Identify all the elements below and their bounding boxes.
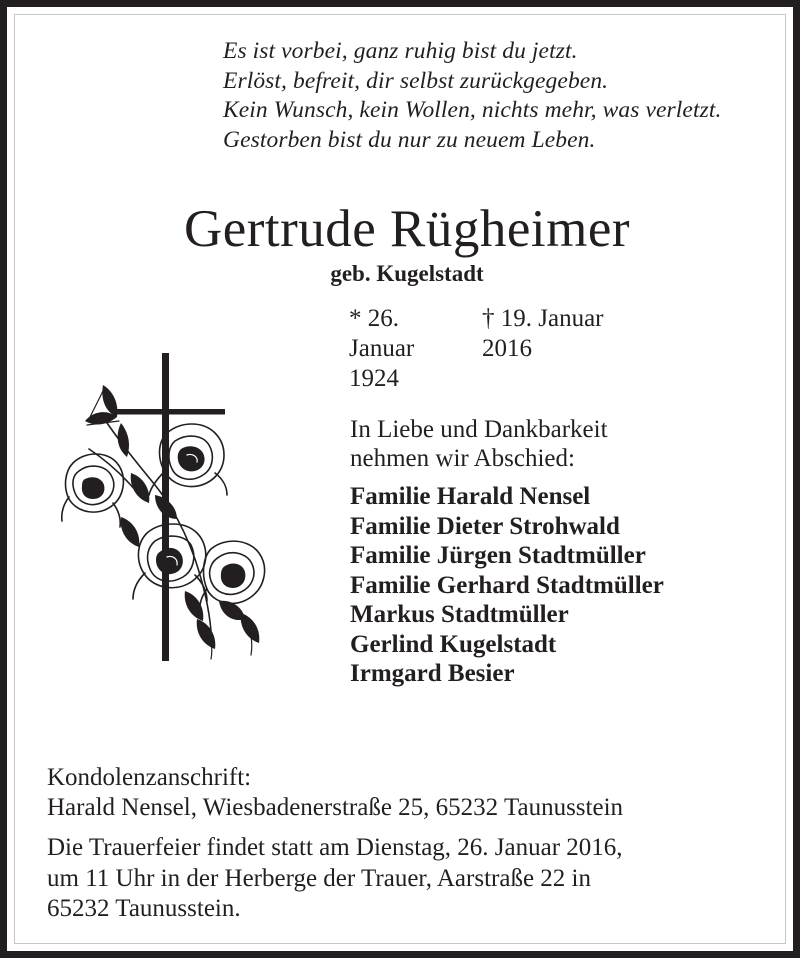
service-line-2: um 11 Uhr in der Herberge der Trauer, Aarstraße 22 in bbox=[47, 864, 591, 892]
mourner-item: Familie Jürgen Stadtmüller bbox=[350, 542, 646, 569]
mourners-list bbox=[350, 482, 780, 689]
deceased-name: Gertrude Rügheimer bbox=[183, 200, 631, 258]
condolence-label: Kondolenzanschrift: bbox=[47, 764, 252, 791]
verse-line-4: Gestorben bist du nur zu neuem Leben. bbox=[223, 126, 596, 153]
notice-content bbox=[15, 15, 799, 957]
cross-with-roses-icon bbox=[59, 345, 289, 675]
birth-date: * 26. Januar 1924 bbox=[349, 305, 415, 392]
mourner-item: Familie Dieter Strohwald bbox=[350, 512, 620, 540]
condolence-address: Harald Nensel, Wiesbadenerstraße 25, 65232 Taunusstein bbox=[47, 794, 624, 821]
mourner-item: Irmgard Besier bbox=[350, 660, 515, 687]
service-line-3: 65232 Taunusstein. bbox=[47, 895, 241, 922]
verse-line-2: Erlöst, befreit, dir selbst zurückgegeben. bbox=[223, 67, 609, 94]
mourners-intro-line-2: nehmen wir Abschied: bbox=[350, 445, 575, 472]
mourner-item: Familie Harald Nensel bbox=[350, 483, 591, 510]
funeral-service-details bbox=[47, 833, 767, 925]
deceased-name-block bbox=[15, 200, 799, 287]
mourner-item: Gerlind Kugelstadt bbox=[350, 630, 557, 658]
verse-line-1: Es ist vorbei, ganz ruhig bist du jetzt. bbox=[223, 38, 578, 64]
verse-line-3: Kein Wunsch, kein Wollen, nichts mehr, was verletzt. bbox=[223, 97, 722, 123]
death-date: † 19. Januar 2016 bbox=[482, 305, 604, 362]
mourner-item: Familie Gerhard Stadtmüller bbox=[350, 571, 664, 599]
mourners-intro bbox=[350, 415, 780, 473]
mourner-item: Markus Stadtmüller bbox=[350, 601, 569, 628]
mourners-intro-line-1: In Liebe und Dankbarkeit bbox=[350, 416, 608, 443]
condolence-block bbox=[47, 763, 623, 823]
service-line-1: Die Trauerfeier findet statt am Dienstag, 26. Januar 2016, bbox=[47, 834, 623, 861]
deceased-maiden-name: geb. Kugelstadt bbox=[330, 261, 484, 286]
memorial-verse bbox=[223, 37, 721, 155]
mourners-block bbox=[350, 415, 780, 689]
